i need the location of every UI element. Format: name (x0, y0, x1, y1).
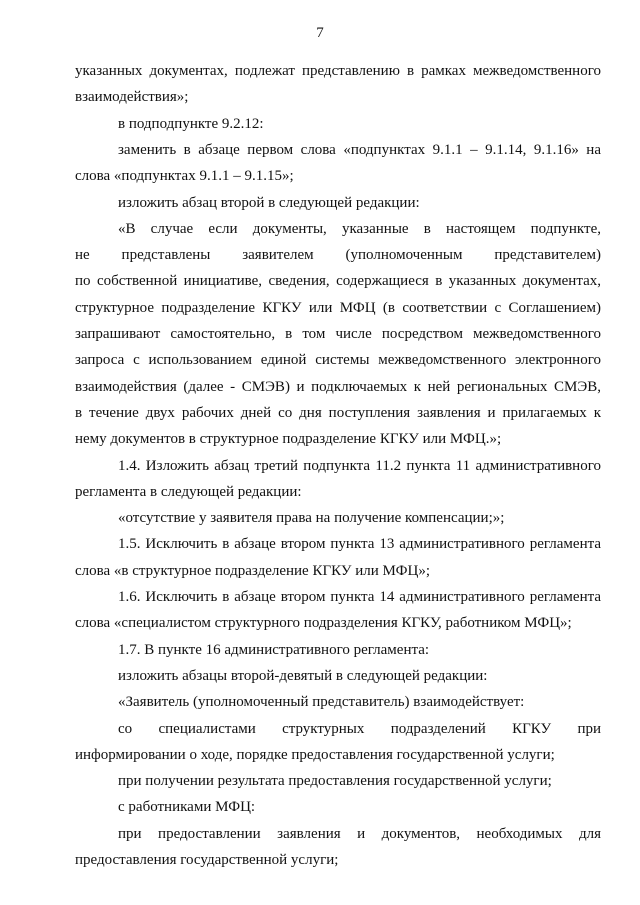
text-line: регламента в следующей редакции: (75, 483, 302, 500)
text-line: 1.5. Исключить в абзаце втором пункта 13 административного регламента (118, 536, 601, 553)
text-line: при предоставлении заявления и документов, необходимых для (118, 825, 601, 842)
page-number: 7 (316, 25, 324, 41)
text-line: слова «в структурное подразделение КГКУ или МФЦ»; (75, 562, 430, 579)
text-line: «отсутствие у заявителя права на получение компенсации;»; (118, 510, 505, 527)
text-line: слова «подпунктах 9.1.1 – 9.1.15»; (75, 168, 294, 185)
text-line: 1.4. Изложить абзац третий подпункта 11.2 пункта 11 административного (118, 457, 601, 474)
text-line: взаимодействия»; (75, 89, 189, 106)
text-line: с работниками МФЦ: (118, 799, 256, 816)
text-line: изложить абзацы второй-девятый в следующей редакции: (118, 667, 488, 684)
text-line: запрашивают самостоятельно, в том числе посредством межведомственного (75, 326, 601, 342)
text-line: не представлены заявителем (уполномоченным представителем) (75, 247, 601, 264)
text-line: по собственной инициативе, сведения, содержащиеся в указанных документах, (75, 273, 601, 290)
text-line: нему документов в структурное подразделение КГКУ или МФЦ.»; (75, 431, 502, 448)
text-line: при получении результата предоставления государственной услуги; (118, 773, 552, 790)
text-line: «В случае если документы, указанные в настоящем подпункте, (118, 220, 601, 237)
text-line: слова «специалистом структурного подразделения КГКУ, работником МФЦ»; (75, 615, 572, 632)
text-line: в течение двух рабочих дней со дня поступления заявления и прилагаемых к (75, 404, 601, 421)
text-line: изложить абзац второй в следующей редакции: (118, 194, 420, 211)
text-line: 1.7. В пункте 16 административного регламента: (118, 641, 430, 658)
text-line: взаимодействия (далее - СМЭВ) и подключаемых к ней региональных СМЭВ, (75, 378, 601, 395)
text-line: заменить в абзаце первом слова «подпунктах 9.1.1 – 9.1.14, 9.1.16» на (118, 141, 601, 158)
text-line: предоставления государственной услуги; (75, 852, 339, 868)
text-line: в подподпункте 9.2.12: (118, 115, 264, 132)
text-line: «Заявитель (уполномоченный представитель) взаимодействует: (118, 694, 525, 711)
text-line: со специалистами структурных подразделений КГКУ при (118, 720, 601, 737)
text-line: 1.6. Исключить в абзаце втором пункта 14 административного регламента (118, 589, 601, 605)
text-line: указанных документах, подлежат представлению в рамках межведомственного (75, 63, 601, 79)
text-line: информировании о ходе, порядке предоставления государственной услуги; (75, 746, 555, 763)
text-line: запроса с использованием единой системы межведомственного электронного (75, 352, 601, 369)
text-line: структурное подразделение КГКУ или МФЦ (в соответствии с Соглашением) (75, 299, 601, 316)
